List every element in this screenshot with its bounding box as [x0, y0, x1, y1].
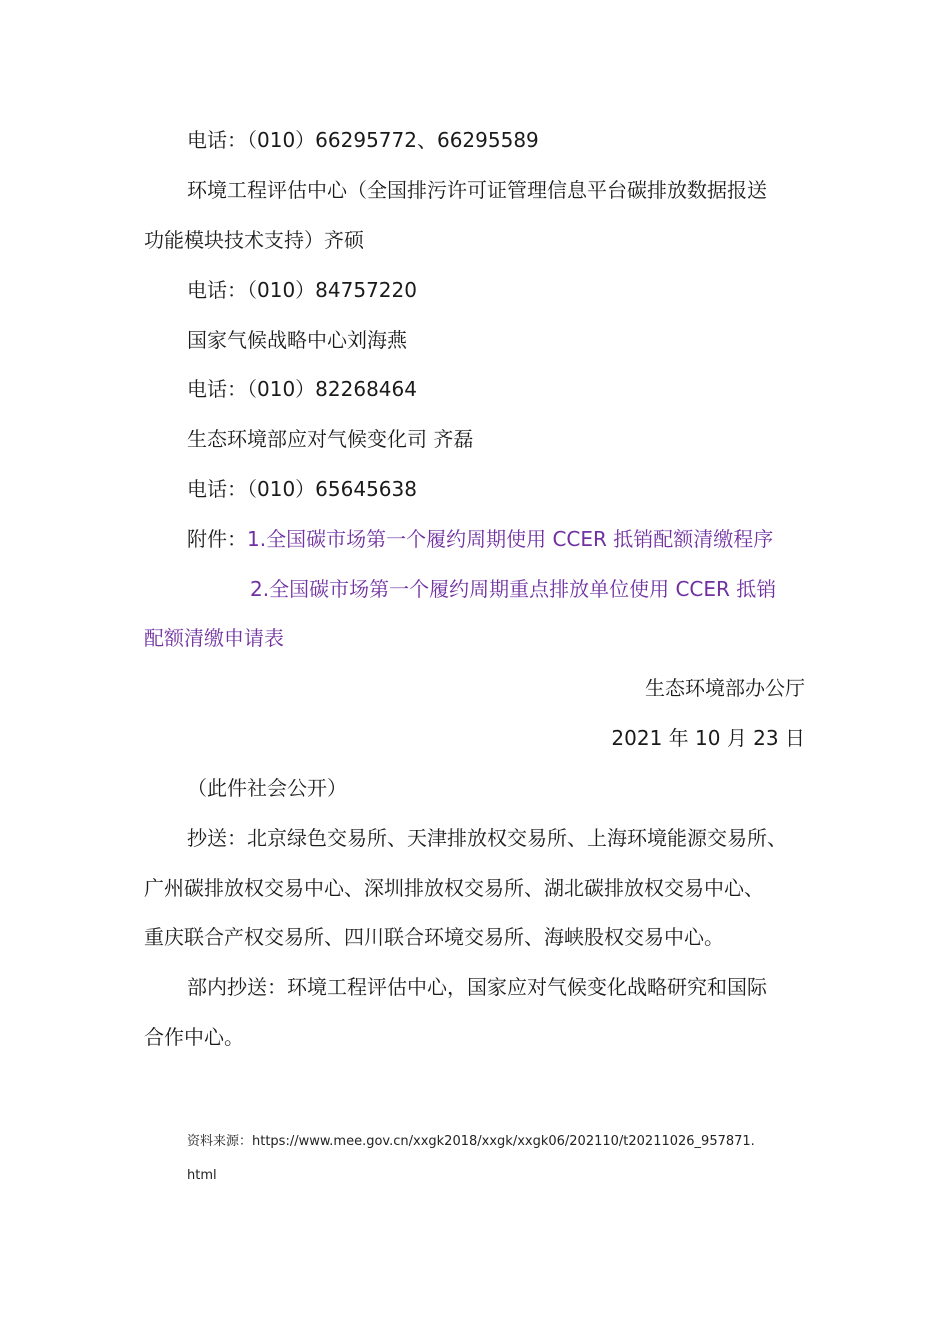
cc-line-1: 抄送：北京绿色交易所、天津排放权交易所、上海环境能源交易所、 — [187, 826, 787, 850]
attachment-link-1[interactable]: 1.全国碳市场第一个履约周期使用 CCER 抵销配额清缴程序 — [247, 527, 774, 551]
signature-date: 2021 年 10 月 23 日 — [611, 726, 805, 750]
contact-center-line-1: 环境工程评估中心（全国排污许可证管理信息平台碳排放数据报送 — [187, 178, 767, 202]
department-contact: 生态环境部应对气候变化司 齐磊 — [187, 427, 474, 451]
source-line-1[interactable]: 资料来源：https://www.mee.gov.cn/xxgk2018/xxgk/xxgk06/202110/t20211026_957871. — [187, 1134, 755, 1149]
attachment-row-1 — [187, 525, 773, 553]
disclosure-note: （此件社会公开） — [187, 776, 347, 800]
internal-cc-line-1: 部内抄送：环境工程评估中心，国家应对气候变化战略研究和国际 — [187, 975, 767, 999]
attachment-link-2-line-2[interactable]: 配额清缴申请表 — [144, 626, 284, 650]
attachment-link-2-line-1[interactable]: 2.全国碳市场第一个履约周期重点排放单位使用 CCER 抵销 — [250, 577, 777, 601]
source-line-2[interactable]: html — [187, 1168, 217, 1183]
phone-line-1: 电话：（010）66295772、66295589 — [187, 128, 539, 152]
cc-line-3: 重庆联合产权交易所、四川联合环境交易所、海峡股权交易中心。 — [144, 925, 724, 949]
signature-office: 生态环境部办公厅 — [645, 676, 805, 700]
attachment-prefix: 附件： — [187, 527, 247, 551]
phone-line-2: 电话：（010）84757220 — [187, 278, 417, 302]
climate-center-contact: 国家气候战略中心刘海燕 — [187, 328, 407, 352]
cc-line-2: 广州碳排放权交易中心、深圳排放权交易所、湖北碳排放权交易中心、 — [144, 876, 764, 900]
internal-cc-line-2: 合作中心。 — [144, 1025, 244, 1049]
contact-center-line-2: 功能模块技术支持）齐硕 — [144, 228, 364, 252]
phone-line-3: 电话：（010）82268464 — [187, 377, 417, 401]
phone-line-4: 电话：（010）65645638 — [187, 477, 417, 501]
